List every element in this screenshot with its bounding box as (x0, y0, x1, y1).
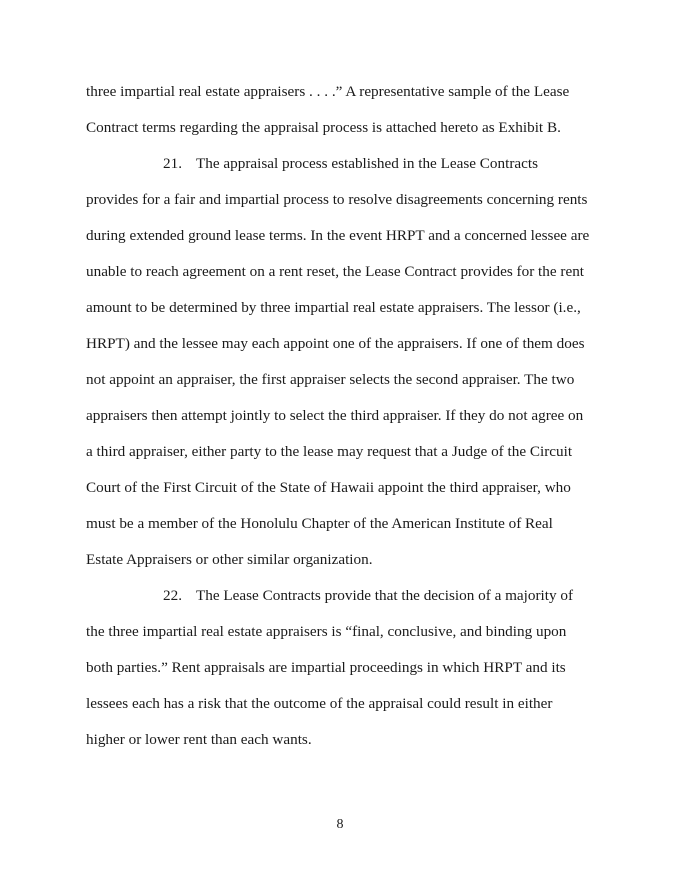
text-line: provides for a fair and impartial process to resolve disagreements concerning rents (86, 191, 588, 208)
text-line: the three impartial real estate appraisers is “final, conclusive, and binding upon (86, 623, 567, 640)
text-line: amount to be determined by three impartial real estate appraisers. The lessor (i.e., (86, 299, 581, 316)
text-line: HRPT) and the lessee may each appoint one of the appraisers. If one of them does (86, 335, 585, 352)
paragraph-21-first-line (163, 154, 538, 174)
text-line: both parties.” Rent appraisals are impartial proceedings in which HRPT and its (86, 659, 566, 676)
paragraph-text: The Lease Contracts provide that the decision of a majority of (195, 587, 574, 604)
paragraph-text: The appraisal process established in the Lease Contracts (195, 155, 539, 172)
text-line: a third appraiser, either party to the lease may request that a Judge of the Circuit (86, 443, 573, 460)
text-line: lessees each has a risk that the outcome of the appraisal could result in either (86, 695, 553, 712)
text-line: must be a member of the Honolulu Chapter of the American Institute of Real (86, 515, 553, 532)
text-line: Contract terms regarding the appraisal process is attached hereto as Exhibit B. (86, 119, 561, 136)
paragraph-number: 21. (163, 155, 182, 172)
text-line: appraisers then attempt jointly to select the third appraiser. If they do not agree on (86, 407, 584, 424)
page-number: 8 (336, 817, 344, 832)
paragraph-22-first-line (163, 586, 573, 606)
paragraph-number: 22. (163, 587, 182, 604)
text-line: during extended ground lease terms. In the event HRPT and a concerned lessee are (86, 227, 590, 244)
text-line: unable to reach agreement on a rent reset, the Lease Contract provides for the rent (86, 263, 585, 280)
text-line: higher or lower rent than each wants. (86, 731, 312, 748)
text-line: Court of the First Circuit of the State of Hawaii appoint the third appraiser, who (86, 479, 571, 496)
text-line: not appoint an appraiser, the first appraiser selects the second appraiser. The two (86, 371, 575, 388)
text-line: Estate Appraisers or other similar organization. (86, 551, 373, 568)
text-line: three impartial real estate appraisers . . . .” A representative sample of the Lease (86, 83, 570, 100)
